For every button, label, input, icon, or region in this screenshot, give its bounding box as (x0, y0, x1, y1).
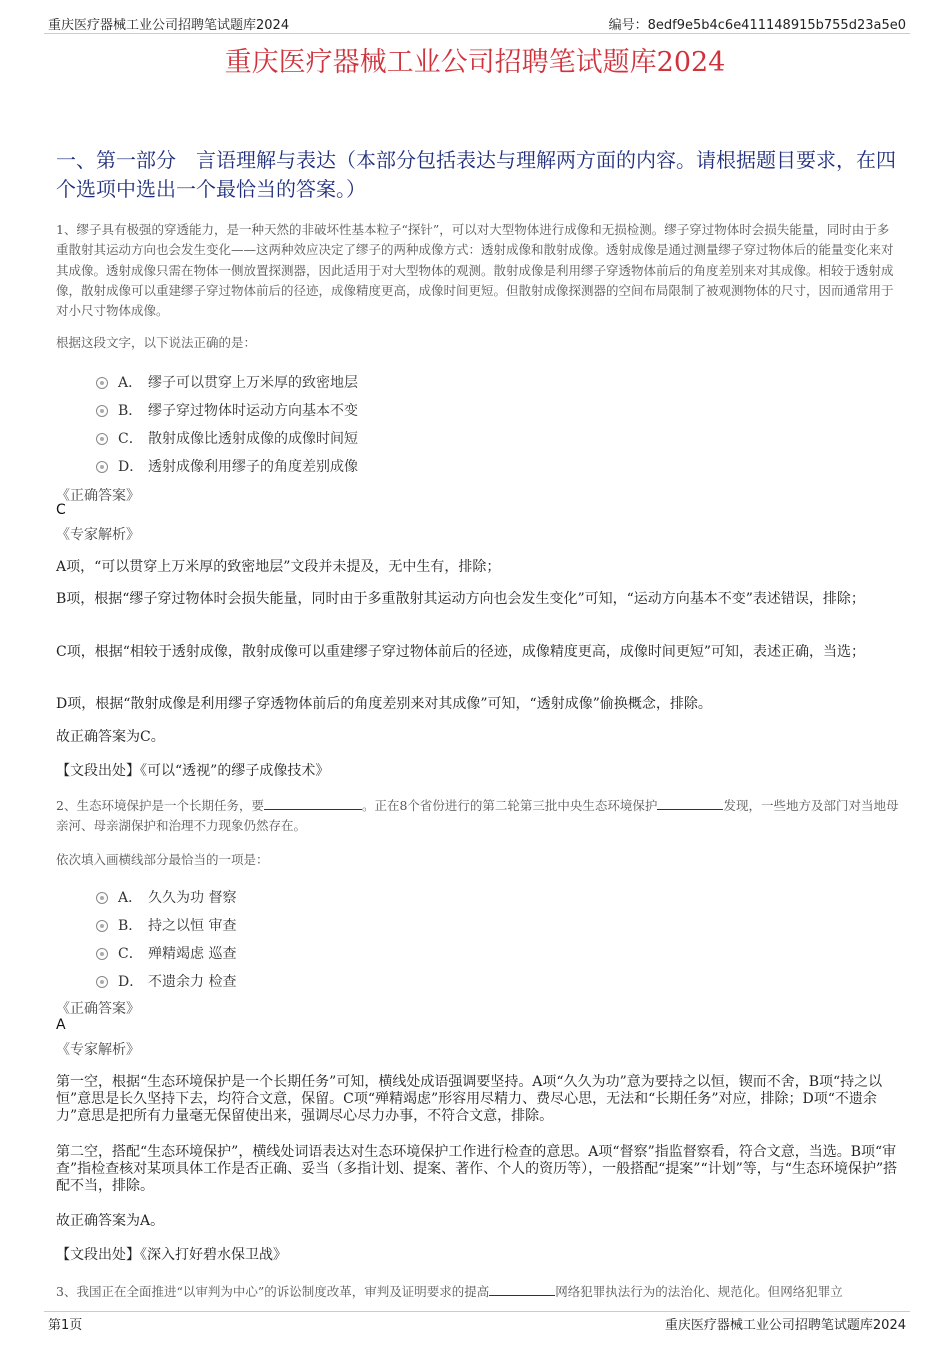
footer-doc-title: 重庆医疗器械工业公司招聘笔试题库2024 (664, 1318, 906, 1333)
option-text: 久久为功 督察 (148, 890, 237, 906)
option-letter: B． (118, 918, 143, 934)
q2-answer-label: 《正确答案》 (56, 1001, 140, 1017)
fill-blank-1 (264, 797, 362, 810)
fill-blank-3 (489, 1283, 555, 1296)
q1-analysis-c: C项，根据“相较于透射成像，散射成像可以重建缪子穿过物体前后的径迹，成像精度更高，成像时间更短”可知，表述正确，当选； (56, 644, 866, 660)
option-letter: D． (118, 459, 144, 475)
option-text: 透射成像利用缪子的角度差别成像 (148, 459, 358, 475)
radio-icon[interactable] (96, 976, 108, 988)
q2-conclusion: 故正确答案为A。 (56, 1213, 165, 1229)
option-text: 散射成像比透射成像的成像时间短 (148, 431, 358, 447)
radio-icon[interactable] (96, 377, 108, 389)
option-letter: C． (118, 431, 143, 447)
q2-text-part3: 发现，一些地方及部门对当地母亲河、母亲湖保护和治理不力现象仍然存在。 (56, 798, 899, 834)
q1-analysis-a: A项，“可以贯穿上万米厚的致密地层”文段并未提及，无中生有，排除； (56, 559, 501, 575)
question-1-text: 1、缪子具有极强的穿透能力，是一种天然的非破坏性基本粒子“探针”，可以对大型物体进行成像和无损检测。缪子穿过物体时会损失能量，同时由于多重散射其运动方向也会发生变化——这两种效应决定了缪子的两种成像方式：透射成像和散射成像。透射成像是通过测量缪子穿过物体后的能量变化来对其成像。透射成像只需在物体一侧放置探测器，因此适用于对大型物体的观测。散射成像是利用缪子穿透物体前后的角度差别来对其成像。相较于透射成像，散射成像可以重建缪子穿过物体前后的径迹，成像精度更高，成像时间更短。但散射成像探测器的空间布局限制了被观测物体的尺寸，因而通常用于对小尺寸物体成像。 (56, 222, 894, 319)
q1-answer: C (56, 502, 66, 518)
q3-text-part2: 网络犯罪执法行为的法治化、规范化。但网络犯罪立 (555, 1284, 843, 1299)
q1-source: 【文段出处】《可以“透视”的缪子成像技术》 (56, 763, 330, 779)
footer-divider (44, 1311, 910, 1312)
q1-answer-label: 《正确答案》 (56, 488, 140, 504)
q2-analysis-blank1: 第一空，根据“生态环境保护是一个长期任务”可知，横线处成语强调要坚持。A项“久久为功”意为要持之以恒，锲而不舍，B项“持之以恒”意思是长久坚持下去，均符合文意，保留。C项“殚精竭虑”形容用尽精力、费尽心思，无法和“长期任务”对应，排除；D项“不遗余力”意思是把所有力量毫无保留使出来，强调尽心尽力办事，不符合文意，排除。 (56, 1074, 883, 1124)
option-text: 殚精竭虑 巡查 (148, 946, 237, 962)
fill-blank-2 (657, 797, 723, 810)
header-divider (44, 33, 910, 34)
option-letter: A． (118, 375, 143, 391)
page-title: 重庆医疗器械工业公司招聘笔试题库2024 (224, 47, 726, 78)
q2-analysis-blank2: 第二空，搭配“生态环境保护”，横线处词语表达对生态环境保护工作进行检查的意思。A项“督察”指监督察看，符合文意，当选。B项“审查”指检查核对某项具体工作是否正确、妥当（多指计划、提案、著作、个人的资历等），一般搭配“提案”“计划”等，与“生态环境保护”搭配不当，排除。 (56, 1144, 898, 1194)
question-3-text (56, 1282, 901, 1302)
section-heading: 一、第一部分 言语理解与表达（本部分包括表达与理解两方面的内容。请根据题目要求，在四个选项中选出一个最恰当的答案。） (56, 148, 896, 201)
q2-text-part1: 2、生态环境保护是一个长期任务，要 (56, 798, 264, 813)
q3-text-part1: 3、我国正在全面推进“以审判为中心”的诉讼制度改革，审判及证明要求的提高 (56, 1284, 490, 1299)
radio-icon[interactable] (96, 405, 108, 417)
radio-icon[interactable] (96, 461, 108, 473)
header-doc-number: 编号：8edf9e5b4c6e411148915b755d23a5e0 (608, 18, 906, 33)
question-2-prompt: 依次填入画横线部分最恰当的一项是： (56, 852, 269, 867)
radio-icon[interactable] (96, 920, 108, 932)
option-text: 持之以恒 审查 (148, 918, 237, 934)
q2-analysis-label: 《专家解析》 (56, 1042, 140, 1058)
radio-icon[interactable] (96, 948, 108, 960)
option-text: 缪子可以贯穿上万米厚的致密地层 (148, 375, 358, 391)
radio-icon[interactable] (96, 892, 108, 904)
q2-source: 【文段出处】《深入打好碧水保卫战》 (56, 1247, 287, 1263)
q2-text-part2: 。正在8个省份进行的第二轮第三批中央生态环境保护 (361, 798, 658, 813)
q1-analysis-d: D项，根据“散射成像是利用缪子穿透物体前后的角度差别来对其成像”可知，“透射成像”偷换概念，排除。 (56, 696, 712, 712)
q1-conclusion: 故正确答案为C。 (56, 729, 165, 745)
option-letter: D． (118, 974, 144, 990)
page-number: 第1页 (48, 1318, 83, 1333)
header-doc-title: 重庆医疗器械工业公司招聘笔试题库2024 (48, 18, 290, 33)
q2-answer: A (56, 1017, 66, 1033)
option-text: 不遗余力 检查 (148, 974, 237, 990)
q1-analysis-b: B项，根据“缪子穿过物体时会损失能量，同时由于多重散射其运动方向也会发生变化”可知，“运动方向基本不变”表述错误，排除； (56, 591, 865, 607)
page-header (48, 14, 906, 34)
option-letter: A． (118, 890, 143, 906)
radio-icon[interactable] (96, 433, 108, 445)
q1-analysis-label: 《专家解析》 (56, 527, 140, 543)
option-text: 缪子穿过物体时运动方向基本不变 (148, 403, 358, 419)
option-letter: C． (118, 946, 143, 962)
option-letter: B． (118, 403, 143, 419)
question-2-text (56, 796, 901, 837)
question-1-prompt: 根据这段文字，以下说法正确的是： (56, 335, 257, 350)
